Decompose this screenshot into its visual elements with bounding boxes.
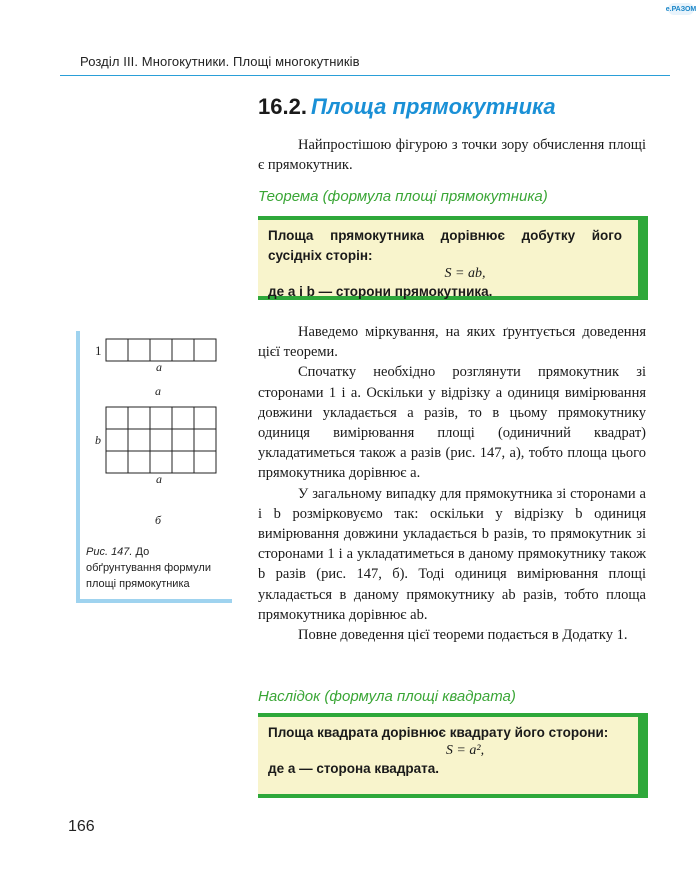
figure-a-strip <box>106 339 216 361</box>
section-number: 16.2. <box>258 94 307 119</box>
figure-number: Рис. 147. <box>86 546 133 558</box>
section-title <box>258 94 556 120</box>
header-rule <box>60 75 670 76</box>
corollary-formula: S = a², <box>445 743 485 758</box>
theorem-formula: S = ab, <box>444 266 486 281</box>
proof-text <box>258 322 646 645</box>
corollary-box <box>258 713 648 798</box>
section-name: Площа прямокутника <box>310 94 556 119</box>
label-b-side: b <box>95 433 101 447</box>
running-head: Розділ ІІІ. Многокутники. Площі многокутників <box>80 54 360 69</box>
proof-paragraph-2: Спочатку необхідно розглянути прямокутник зі сторонами 1 і a. Оскільки у відрізку a одиниця вимірювання довжини укладається a разів, то в цьому прямокутнику одиниця вимірювання площі (одиничний квадрат) укладатиметься також a разів (рис. 147, а), тобто площа цього прямокутника дорівнює a. <box>258 364 646 482</box>
proof-paragraph-4: Повне доведення цієї теореми подається в Додатку 1. <box>298 627 628 644</box>
corollary-heading: Наслідок (формула площі квадрата) <box>258 688 516 705</box>
label-a-grid: a <box>156 472 162 486</box>
figure-147-diagram <box>92 334 222 534</box>
label-a-strip: a <box>156 360 162 374</box>
figure-caption <box>86 544 224 592</box>
page-number: 166 <box>68 818 95 835</box>
theorem-statement: Площа прямокутника дорівнює добутку його сусідніх сторін: <box>268 228 622 263</box>
theorem-heading: Теорема (формула площі прямокутника) <box>258 188 548 205</box>
intro-paragraph <box>258 135 646 175</box>
intro-text: Найпростішою фігурою з точки зору обчислення площі є прямокутник. <box>258 137 646 174</box>
theorem-box <box>258 216 648 300</box>
sublabel-b: б <box>155 513 162 527</box>
proof-paragraph-3: У загальному випадку для прямокутника зі сторонами a і b розмірковуємо так: оскільки у відрізку b одиниця вимірювання довжини укладається b разів, то прямокутник зі сторонами 1 і a укладатиметься в даному прямокутнику також b разів (рис. 147, б). Тоді одиниця вимірювання площі укладається в даному прямокутнику ab разів, тобто площа прямокутника дорівнює ab. <box>258 485 646 623</box>
sublabel-a: а <box>155 384 161 398</box>
figure-b-grid <box>106 407 216 473</box>
corollary-statement: Площа квадрата дорівнює квадрату його сторони: <box>268 725 609 740</box>
proof-paragraph-1: Наведемо міркування, на яких ґрунтується доведення цієї теореми. <box>258 324 646 361</box>
label-one: 1 <box>95 343 102 358</box>
corollary-note: де a — сторона квадрата. <box>268 761 440 776</box>
figure-caption-text: До обґрунтування формули площі прямокутника <box>86 546 211 590</box>
theorem-note: де a і b — сторони прямокутника. <box>268 284 493 299</box>
publisher-logo: e.РАЗОМ <box>668 3 694 15</box>
